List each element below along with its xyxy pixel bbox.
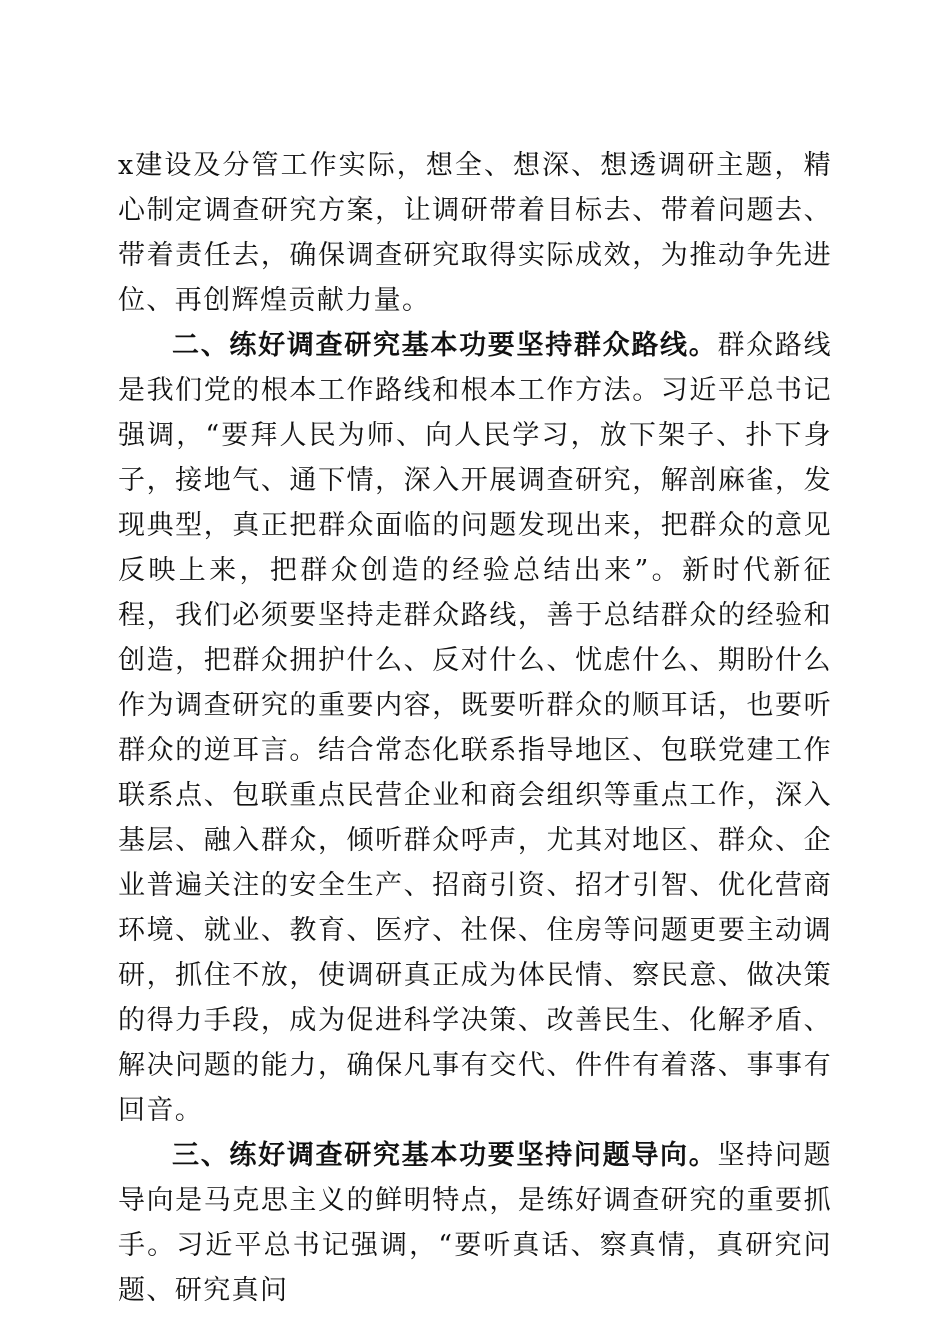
paragraph-mass-line <box>118 323 832 1133</box>
paragraph-text: 群众路线是我们党的根本工作路线和根本工作方法。习近平总书记强调，“要拜人民为师、向人民学习，放下架子、扑下身子，接地气、通下情，深入开展调查研究，解剖麻雀，发现典型，真正把群众面临的问题发现出来，把群众的意见反映上来，把群众创造的经验总结出来”。新时代新征程，我们必须要坚持走群众路线，善于总结群众的经验和创造，把群众拥护什么、反对什么、忧虑什么、期盼什么作为调查研究的重要内容，既要听群众的顺耳话，也要听群众的逆耳言。结合常态化联系指导地区、包联党建工作联系点、包联重点民营企业和商会组织等重点工作，深入基层、融入群众，倾听群众呼声，尤其对地区、群众、企业普遍关注的安全生产、招商引资、招才引智、优化营商环境、就业、教育、医疗、社保、住房等问题更要主动调研，抓住不放，使调研真正成为体民情、察民意、做决策的得力手段，成为促进科学决策、改善民生、化解矛盾、解决问题的能力，确保凡事有交代、件件有着落、事事有回音。 <box>118 330 832 1126</box>
section-heading-three: 三、练好调查研究基本功要坚持问题导向。 <box>172 1140 718 1171</box>
paragraph-text: x建设及分管工作实际，想全、想深、想透调研主题，精心制定调查研究方案，让调研带着目标去、带着问题去、带着责任去，确保调查研究取得实际成效，为推动争先进位、再创辉煌贡献力量。 <box>118 150 832 316</box>
paragraph-continuation <box>118 143 832 323</box>
paragraph-text: 坚持问题导向是马克思主义的鲜明特点，是练好调查研究的重要抓手。习近平总书记强调，“要听真话、察真情，真研究问题、研究真问 <box>118 1140 832 1306</box>
section-heading-two: 二、练好调查研究基本功要坚持群众路线。 <box>172 330 718 361</box>
document-body <box>118 143 832 1313</box>
paragraph-problem-orientation <box>118 1133 832 1313</box>
